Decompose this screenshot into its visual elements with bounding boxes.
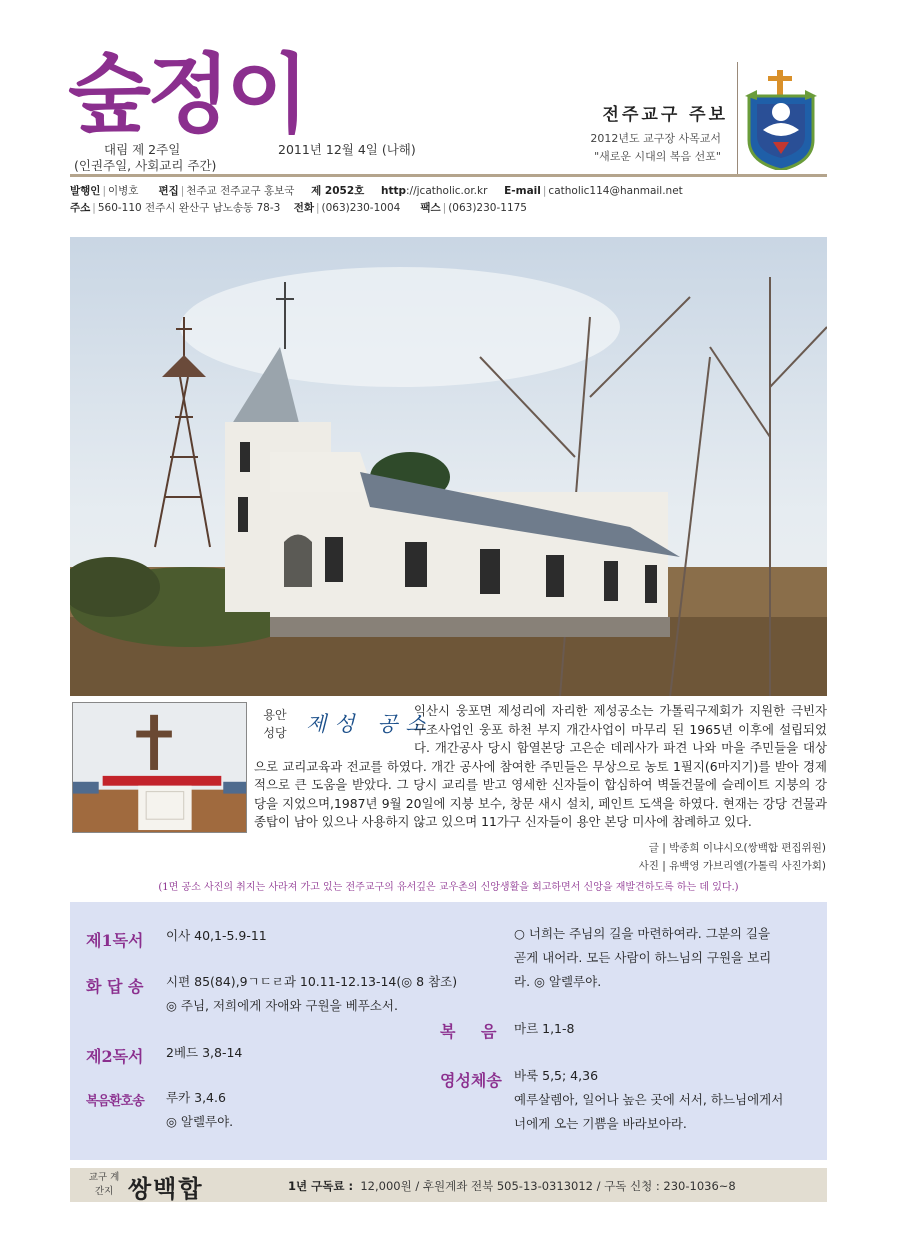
gospel: 마르 1,1-8 bbox=[514, 1021, 575, 1036]
issue-number: 제 2052호 bbox=[311, 185, 365, 197]
verse-line-1: ○ 너희는 주님의 길을 마련하여라. 그분의 길을 bbox=[514, 926, 771, 941]
website-link[interactable]: ://jcatholic.or.kr bbox=[406, 185, 488, 197]
photo-note: (1면 공소 사진의 취지는 사라져 가고 있는 전주교구의 유서깊은 교우촌의 신앙생활을 회고하면서 신앙을 재발견하도록 하는 데 있다.) bbox=[158, 882, 739, 893]
verse-line-2: 곧게 내어라. 모든 사람이 하느님의 구원을 보리 bbox=[514, 950, 772, 965]
address-info: 주소 | 560-110 전주시 완산구 남노송동 78-3 전화 | (063)230-1004 팩스 | (063)230-1175 bbox=[70, 202, 527, 214]
communion: 바룩 5,5; 4,36 bbox=[514, 1068, 599, 1083]
second-reading-label: 제2독서 bbox=[86, 1047, 144, 1066]
footer-bar bbox=[70, 1168, 827, 1202]
readings-panel bbox=[70, 902, 827, 1160]
alleluia: 루카 3,4.6 bbox=[166, 1090, 226, 1105]
issue-subtitle: (인권주일, 사회교리 주간) bbox=[74, 158, 217, 173]
story-body: 익산시 웅포면 제성리에 자리한 제성공소는 가톨릭구제회가 지원한 극빈자 구조사업인 웅포 하천 부지 개간사업이 마무리 된 1965년 이후에 설립되었다. 개간공사 당시 함열본당 고은순 데레사가 파견 나와 마을 주민들을 대상으로 교리교육과 전교를 하였다. 개간 공사에 참여한 주민들은 무상으로 농토 1필지(6마지기)를 받아 경제적으로 큰 도움을 받았다. 그 당시 교리를 받고 영세한 신자들이 합심하여 벽돌건물에 슬레이트 지붕의 강당을 지었으며,1987년 9월 20일에 지붕 보수, 창문 새시 설치, 페인트 도색을 하였다. 현재는 강당 건물과 종탑이 남아 있으나 사용하지 않고 있으며 11가구 신자들이 용안 본당 미사에 참례하고 있다. bbox=[254, 703, 827, 829]
parish-label: 용안 성당 bbox=[263, 708, 287, 740]
alleluia-label: 복음환호송 bbox=[86, 1094, 144, 1109]
first-reading-label: 제1독서 bbox=[86, 931, 144, 950]
newsletter-title: 숲정이 bbox=[68, 44, 306, 145]
alleluia-response: ◎ 알렐루야. bbox=[166, 1114, 234, 1129]
diocese-emblem-icon bbox=[743, 70, 819, 170]
communion-line-1: 예루살렘아, 일어나 높은 곳에 서서, 하느님에게서 bbox=[514, 1092, 784, 1107]
subscription-info: 1년 구독료 : 12,000원 / 후원계좌 전북 505-13-0313012 / 구독 신청 : 230-1036~8 bbox=[288, 1179, 736, 1193]
verse-line-3: 라. ◎ 알렐루야. bbox=[514, 974, 602, 989]
publisher-info: 발행인 | 이병호 편집 | 천주교 전주교구 홍보국 제 2052호 http://jcatholic.or.kr E-mail | catholic114@hanmail.net bbox=[70, 185, 683, 197]
gospel-label: 복 음 bbox=[440, 1022, 497, 1041]
photo-credit: 사진 | 유백영 가브리엘(가톨릭 사진가회) bbox=[638, 860, 826, 872]
year-motto: 2012년도 교구장 사목교서 bbox=[590, 132, 721, 145]
communion-label: 영성체송 bbox=[440, 1071, 502, 1090]
text-credit: 글 | 박종희 이냐시오(쌍백합 편집위원) bbox=[648, 842, 826, 854]
altar-photo bbox=[72, 702, 247, 833]
chapel-photo bbox=[70, 237, 827, 696]
motto: "새로운 시대의 복음 선포" bbox=[594, 150, 721, 163]
footer-small-label: 교구 계간지 bbox=[88, 1172, 120, 1197]
liturgical-week: 대림 제 2주일 bbox=[104, 142, 181, 157]
header-divider bbox=[737, 62, 738, 174]
story-title: 제성 공소 bbox=[306, 712, 434, 736]
issue-date: 2011년 12월 4일 (나해) bbox=[278, 142, 416, 157]
psalm-response: ◎ 주님, 저희에게 자애와 구원을 베푸소서. bbox=[166, 998, 398, 1013]
second-reading: 2베드 3,8-14 bbox=[166, 1045, 243, 1060]
communion-line-2: 너에게 오는 기쁨을 바라보아라. bbox=[514, 1116, 687, 1131]
psalm: 시편 85(84),9ㄱㄷㄹ과 10.11-12.13-14(◎ 8 참조) bbox=[166, 974, 458, 989]
psalm-label: 화 답 송 bbox=[86, 977, 144, 996]
first-reading: 이사 40,1-5.9-11 bbox=[166, 928, 267, 943]
magazine-logo: 쌍백합 bbox=[128, 1174, 204, 1203]
paper-name: 전주교구 주보 bbox=[602, 105, 728, 125]
header-rule bbox=[70, 174, 827, 177]
email-link[interactable]: catholic114@hanmail.net bbox=[548, 185, 683, 197]
